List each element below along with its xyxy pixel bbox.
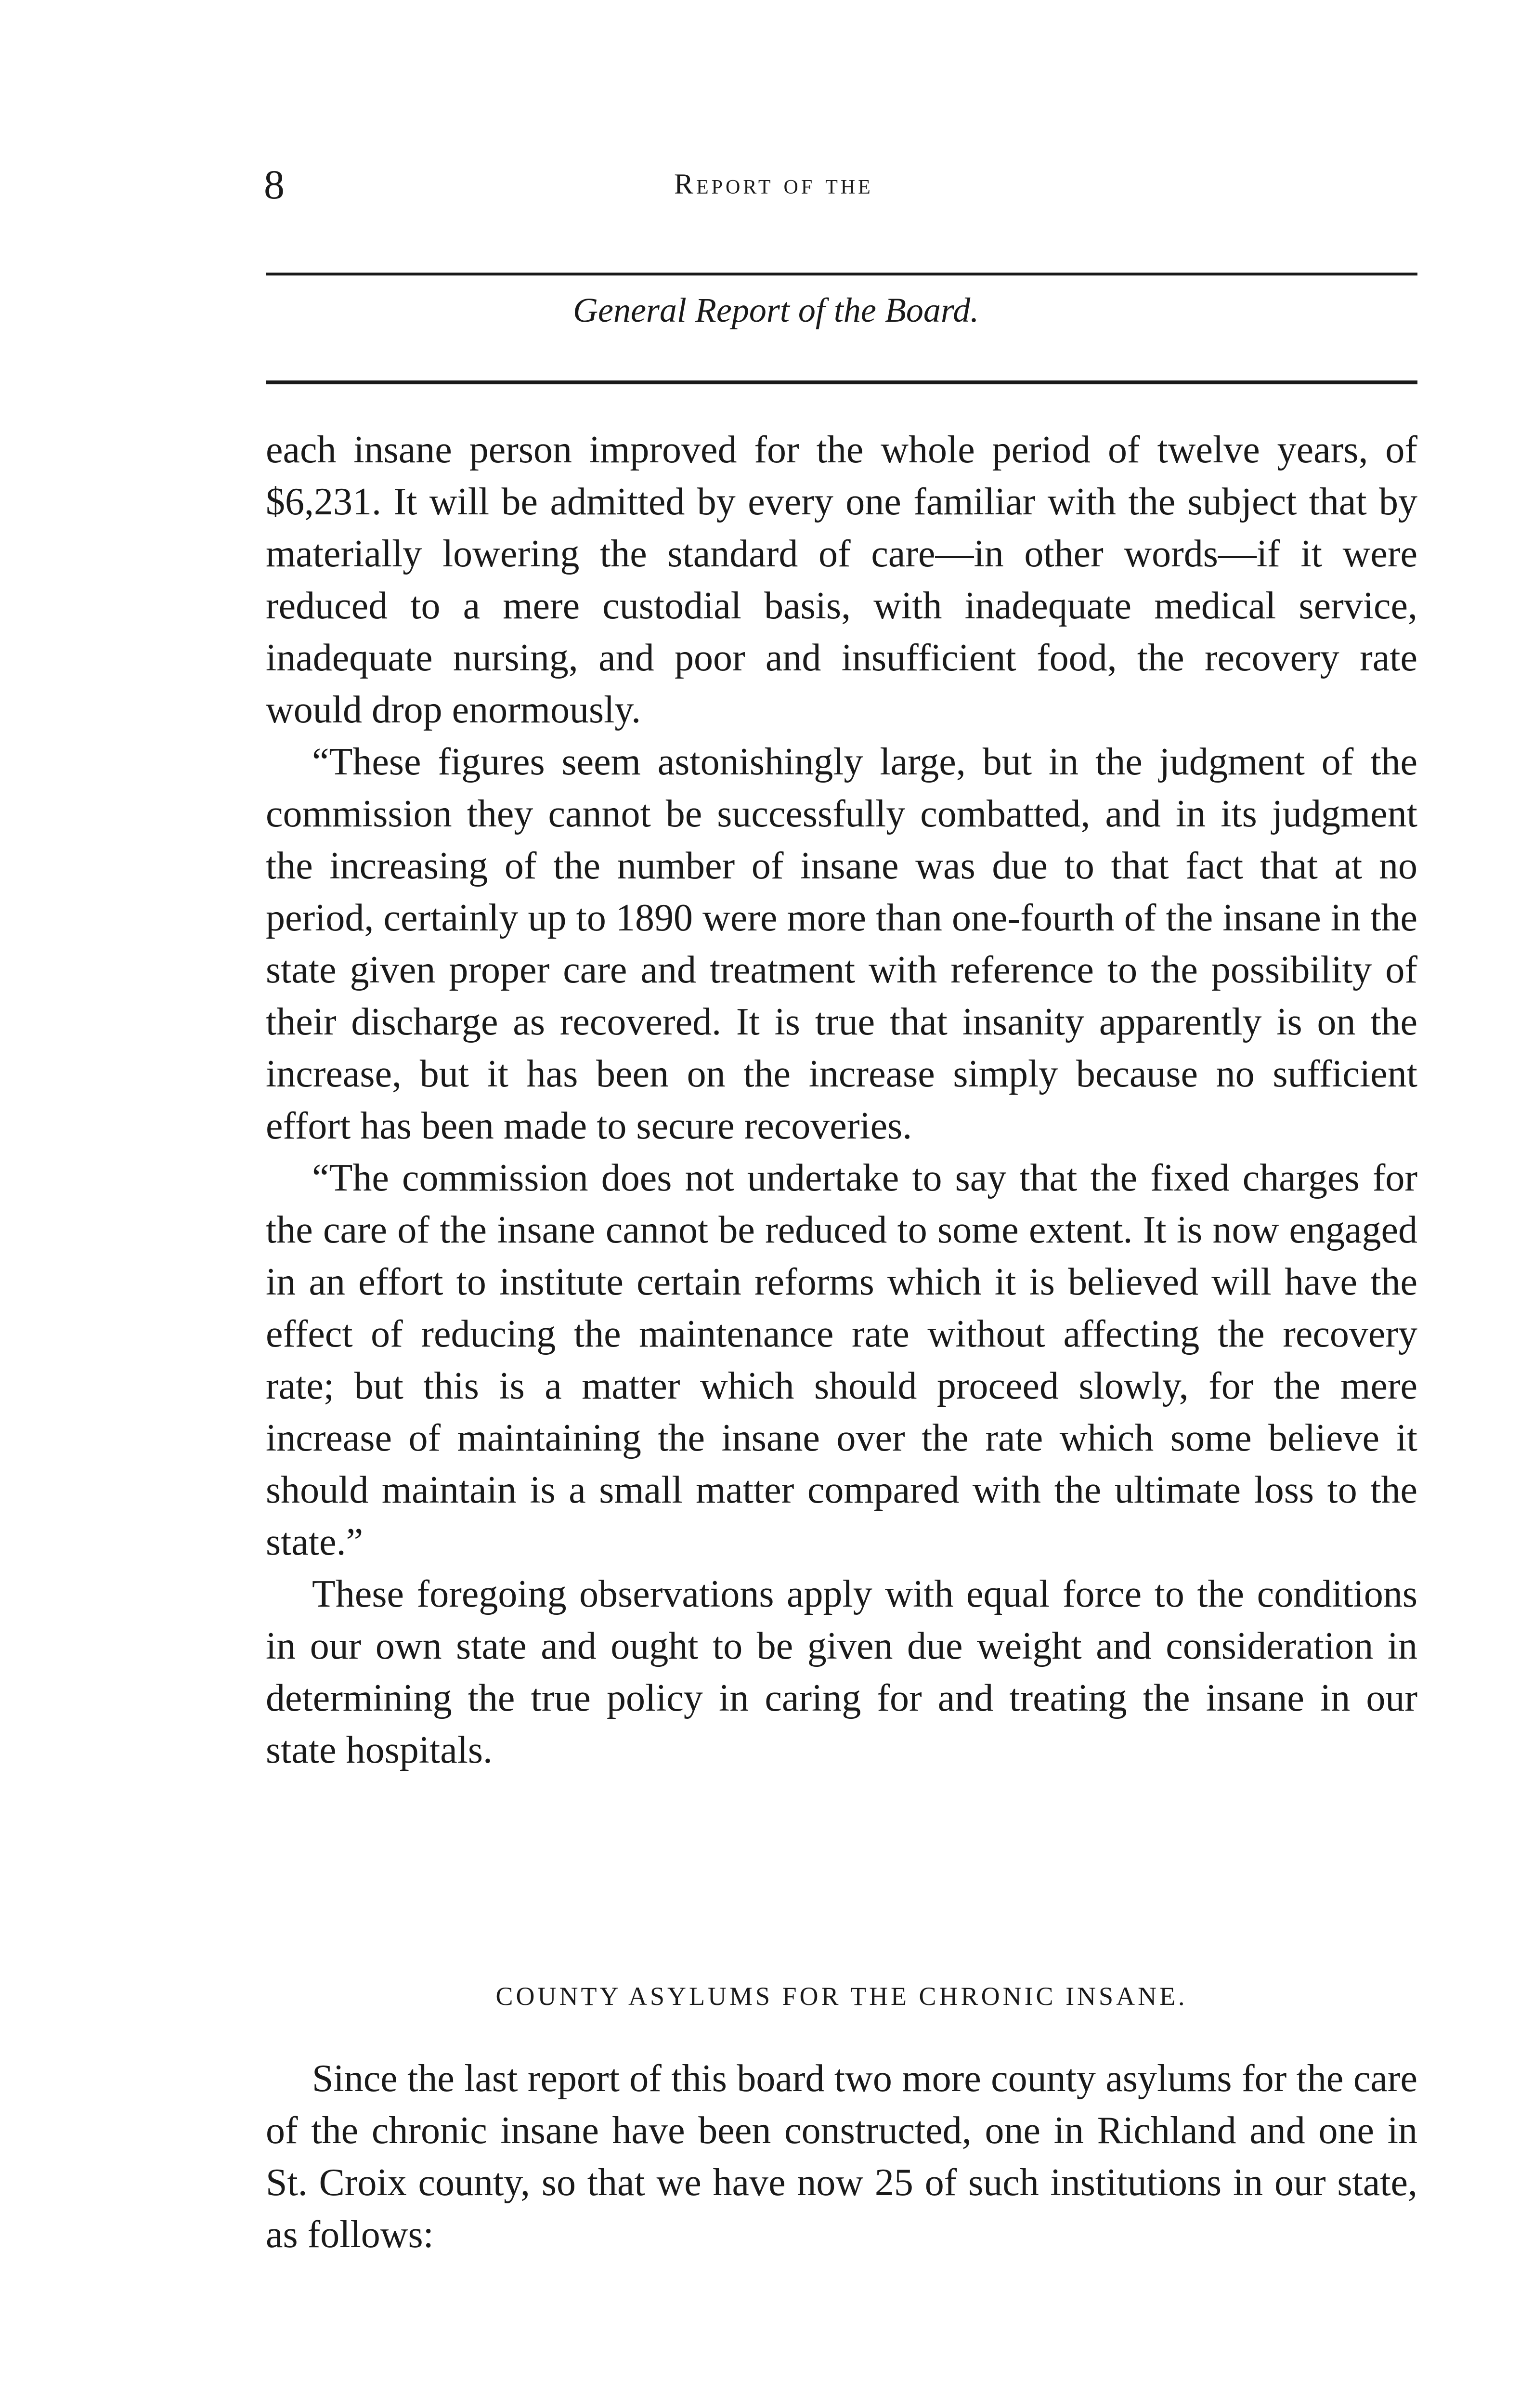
paragraph: “The commission does not undertake to say that the fixed charges for the care of the insane cannot be reduced to some extent. It is now engaged in an effort to institute certain reforms which it is believed will have the effect of reducing the maintenance rate without affecting the recovery rate; but this is a matter which should proceed slowly, for the mere increase of maintaining the insane over the rate which some believe it should maintain is a small matter compared with the ultimate loss to the state.” xyxy=(266,1157,1417,1563)
header-rule-top xyxy=(266,273,1417,275)
paragraph: These foregoing observations apply with equal force to the conditions in our own state and ought to be given due weight and consideration in determining the true policy in caring for and treating the insane in our state hospitals. xyxy=(266,1573,1417,1771)
paragraph: each insane person improved for the whole period of twelve years, of $6,231. It will be admitted by every one familiar with the subject that by materially lowering the standard of care—in other words—if it were reduced to a mere custodial basis, with inadequate medical service, inadequate nursing, and poor and insufficient food, the recovery rate would drop enormously. xyxy=(266,429,1417,731)
body-text xyxy=(266,424,1417,1776)
paragraph: “These figures seem astonishingly large, but in the judgment of the commission they cannot be successfully combatted, and in its judgment the increasing of the number of insane was due to that fact that at no period, certainly up to 1890 were more than one-fourth of the insane in the state given proper care and treatment with reference to the possibility of their discharge as recovered. It is true that insanity apparently is on the increase, but it has been on the increase simply because no sufficient effort has been made to secure recoveries. xyxy=(266,741,1417,1147)
running-head: Report of the xyxy=(674,168,873,200)
closing-paragraph: Since the last report of this board two more county asylums for the care of the chronic insane have been constructed, one in Richland and one in St. Croix county, so that we have now 25 of such institutions in our state, as follows: xyxy=(266,2057,1417,2256)
subheading: COUNTY ASYLUMS FOR THE CHRONIC INSANE. xyxy=(495,1982,1188,2011)
header-rule-bottom xyxy=(266,380,1417,384)
page-number: 8 xyxy=(264,161,285,208)
section-title: General Report of the Board. xyxy=(573,291,979,329)
